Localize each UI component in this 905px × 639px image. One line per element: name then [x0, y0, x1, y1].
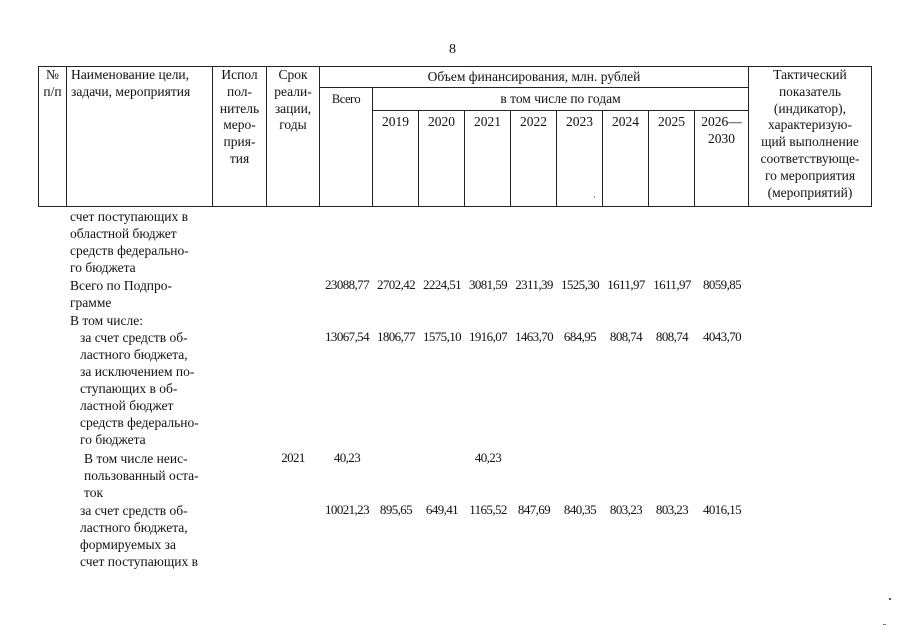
header-year-2025: 2025 [649, 111, 695, 207]
header-indicator: Тактический показатель (индикатор), характеризую- щий выполнение соответствующе- го мероприятия (мероприятий) [749, 67, 872, 207]
cell-2025: 803,23 [655, 502, 689, 517]
cell-term: 2021 [281, 450, 305, 465]
cell-2022: 847,69 [517, 502, 551, 517]
cell-2019: 895,65 [379, 502, 413, 517]
header-year-2023: 2023 [557, 111, 603, 207]
cell-2024: 1611,97 [607, 277, 645, 292]
cell-2024: 808,74 [609, 329, 643, 344]
header-year-2022: 2022 [511, 111, 557, 207]
table-header [38, 66, 872, 207]
cell-2022: 2311,39 [515, 277, 553, 292]
cell-2020: 2224,51 [422, 277, 462, 292]
header-name: Наименование цели, задачи, мероприятия [67, 67, 213, 207]
cell-2021: 3081,59 [468, 277, 508, 292]
row-label: В том числе: [70, 313, 143, 328]
scan-speck [594, 196, 595, 198]
scan-speck [889, 598, 891, 600]
header-funding-title: Объем финансирования, млн. рублей [320, 67, 749, 88]
header-year-2024: 2024 [603, 111, 649, 207]
row-label: В том числе неис- пользованный оста- ток [84, 451, 199, 500]
cell-2020: 649,41 [425, 502, 459, 517]
cell-2021: 1916,07 [468, 329, 508, 344]
header-by-years: в том числе по годам [373, 88, 749, 111]
row-label: за счет средств об- ластного бюджета, формируемых за счет поступающих в [80, 503, 198, 569]
header-year-2026-2030: 2026— 2030 [695, 111, 749, 207]
cell-total: 23088,77 [325, 277, 369, 292]
cell-2022: 1463,70 [514, 329, 554, 344]
header-year-2019: 2019 [373, 111, 419, 207]
cell-2023: 684,95 [563, 329, 597, 344]
row-label: за счет средств об- ластного бюджета, за исключением по- ступающих в об- ластной бюджет средств федерально- го бюджета [80, 330, 199, 447]
cell-2023: 840,35 [563, 502, 597, 517]
cell-2025: 808,74 [655, 329, 689, 344]
cell-total: 10021,23 [325, 502, 369, 517]
cell-2026-2030: 4016,15 [702, 502, 742, 517]
cell-2021: 40,23 [474, 450, 502, 465]
cell-2020: 1575,10 [422, 329, 462, 344]
scan-speck [883, 624, 886, 625]
cell-2023: 1525,30 [560, 277, 600, 292]
cell-2024: 803,23 [609, 502, 643, 517]
page-number: 8 [449, 42, 456, 57]
cell-2021: 1165,52 [469, 502, 507, 517]
cell-total: 40,23 [333, 450, 361, 465]
header-year-2020: 2020 [419, 111, 465, 207]
header-term: Срок реали- зации, годы [267, 67, 320, 207]
cell-total: 13067,54 [325, 329, 369, 344]
header-executor: Испол пол- нитель меро- прия- тия [213, 67, 267, 207]
header-total: Всего [320, 88, 373, 207]
cell-2026-2030: 8059,85 [702, 277, 742, 292]
row-label: счет поступающих в областной бюджет средств федерально- го бюджета [70, 209, 189, 275]
row-label: Всего по Подпро- грамме [70, 278, 173, 310]
header-year-2021: 2021 [465, 111, 511, 207]
cell-2025: 1611,97 [653, 277, 691, 292]
cell-2019: 1806,77 [376, 329, 416, 344]
header-number: № п/п [39, 67, 67, 207]
cell-2026-2030: 4043,70 [702, 329, 742, 344]
cell-2019: 2702,42 [376, 277, 416, 292]
